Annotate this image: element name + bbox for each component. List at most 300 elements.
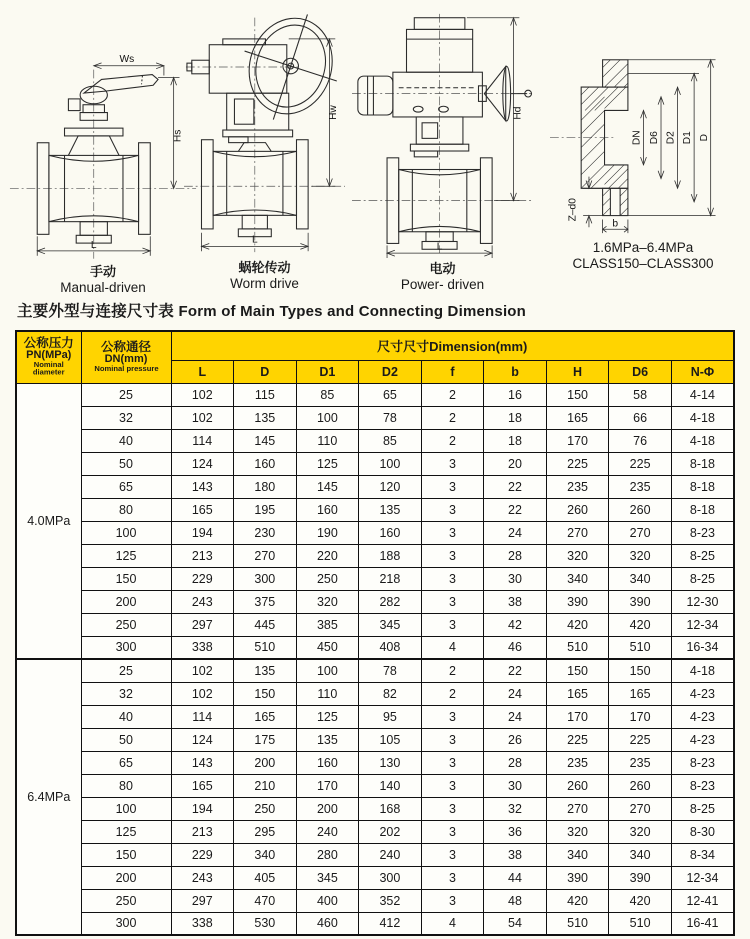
- table-row: [16, 544, 734, 567]
- dim-cell: 165: [546, 406, 609, 429]
- dim-cell: 270: [546, 797, 609, 820]
- dim-cell: 390: [609, 590, 672, 613]
- dim-cell: 445: [234, 613, 297, 636]
- dim-cell: 218: [359, 567, 422, 590]
- dim-cell: 30: [484, 567, 547, 590]
- dim-cell: 135: [234, 406, 297, 429]
- dim-cell: 338: [171, 636, 234, 659]
- dim-cell: 188: [359, 544, 422, 567]
- dim-cell: 270: [609, 797, 672, 820]
- dn-cell: 125: [81, 544, 171, 567]
- dim-cell: 125: [296, 452, 359, 475]
- dn-cell: 65: [81, 751, 171, 774]
- table-row: [16, 728, 734, 751]
- figure-manual-driven: [8, 42, 198, 295]
- dim-cell: 2: [421, 383, 484, 406]
- dim-cell: 3: [421, 544, 484, 567]
- dim-cell: 16-41: [671, 912, 734, 935]
- table-row: [16, 659, 734, 682]
- dn-cell: 200: [81, 590, 171, 613]
- dim-cell: 194: [171, 521, 234, 544]
- dn-cell: 100: [81, 797, 171, 820]
- dim-cell: 340: [546, 843, 609, 866]
- dim-cell: 3: [421, 590, 484, 613]
- dim-cell: 2: [421, 659, 484, 682]
- table-row: [16, 866, 734, 889]
- dim-cell: 150: [546, 383, 609, 406]
- dim-cell: 100: [359, 452, 422, 475]
- dim-cell: 260: [609, 498, 672, 521]
- header-dim-7: D6: [609, 360, 672, 383]
- dim-cell: 32: [484, 797, 547, 820]
- dim-cell: 65: [359, 383, 422, 406]
- dim-cell: 30: [484, 774, 547, 797]
- table-row: [16, 429, 734, 452]
- dim-cell: 530: [234, 912, 297, 935]
- dim-cell: 22: [484, 659, 547, 682]
- dn-cell: 50: [81, 452, 171, 475]
- dim-cell: 165: [171, 498, 234, 521]
- dim-cell: 213: [171, 544, 234, 567]
- dim-cell: 352: [359, 889, 422, 912]
- dim-cell: 115: [234, 383, 297, 406]
- dim-cell: 250: [296, 567, 359, 590]
- dn-cell: 80: [81, 774, 171, 797]
- dim-cell: 143: [171, 475, 234, 498]
- dim-cell: 160: [234, 452, 297, 475]
- dn-cell: 150: [81, 843, 171, 866]
- dim-label-l3: L: [436, 241, 443, 253]
- dim-cell: 100: [296, 659, 359, 682]
- dim-cell: 280: [296, 843, 359, 866]
- caption-en: Worm drive: [230, 275, 299, 291]
- dim-cell: 3: [421, 475, 484, 498]
- dim-cell: 390: [609, 866, 672, 889]
- header-dn: [81, 331, 171, 383]
- header-dim-4: f: [421, 360, 484, 383]
- dim-cell: 3: [421, 820, 484, 843]
- dim-label-ws: Ws: [119, 53, 135, 65]
- header-dim-1: D: [234, 360, 297, 383]
- dim-cell: 420: [609, 613, 672, 636]
- dim-cell: 38: [484, 843, 547, 866]
- table-row: [16, 475, 734, 498]
- table-row: [16, 521, 734, 544]
- dim-cell: 12-34: [671, 613, 734, 636]
- dim-cell: 20: [484, 452, 547, 475]
- table-row: [16, 498, 734, 521]
- dim-cell: 18: [484, 429, 547, 452]
- caption-worm-drive: [182, 261, 347, 291]
- dim-cell: 102: [171, 682, 234, 705]
- dim-cell: 470: [234, 889, 297, 912]
- dim-cell: 260: [546, 498, 609, 521]
- dim-cell: 124: [171, 728, 234, 751]
- dim-cell: 114: [171, 429, 234, 452]
- dim-cell: 130: [359, 751, 422, 774]
- dim-label-d6: D6: [649, 131, 661, 145]
- dim-cell: 243: [171, 866, 234, 889]
- dim-cell: 58: [609, 383, 672, 406]
- header-dim-2: D1: [296, 360, 359, 383]
- dim-cell: 170: [546, 429, 609, 452]
- dim-cell: 78: [359, 406, 422, 429]
- dim-cell: 2: [421, 429, 484, 452]
- dim-cell: 48: [484, 889, 547, 912]
- dim-cell: 24: [484, 521, 547, 544]
- dim-cell: 140: [359, 774, 422, 797]
- dim-cell: 320: [296, 590, 359, 613]
- dim-cell: 135: [359, 498, 422, 521]
- dim-cell: 100: [296, 406, 359, 429]
- dim-cell: 4-18: [671, 429, 734, 452]
- dim-label-dn: DN: [631, 130, 643, 146]
- dn-cell: 25: [81, 383, 171, 406]
- dim-cell: 145: [234, 429, 297, 452]
- dim-cell: 4-18: [671, 406, 734, 429]
- dim-cell: 420: [609, 889, 672, 912]
- caption-flange-section: [548, 240, 738, 271]
- dim-label-l2: L: [251, 234, 258, 246]
- power-driven-valve-drawing: [350, 8, 535, 259]
- dim-cell: 250: [234, 797, 297, 820]
- dn-cell: 32: [81, 406, 171, 429]
- dim-cell: 4-23: [671, 705, 734, 728]
- dim-cell: 170: [546, 705, 609, 728]
- dim-cell: 4-18: [671, 659, 734, 682]
- dim-label-hw: Hw: [328, 105, 340, 120]
- dim-cell: 145: [296, 475, 359, 498]
- dim-cell: 8-25: [671, 567, 734, 590]
- header-dn-zh: 公称通径: [100, 339, 151, 354]
- dim-cell: 4: [421, 636, 484, 659]
- dim-cell: 22: [484, 475, 547, 498]
- table-row: [16, 567, 734, 590]
- dn-cell: 40: [81, 705, 171, 728]
- header-pn-en: PN(MPa): [26, 348, 72, 361]
- dim-cell: 165: [546, 682, 609, 705]
- dn-cell: 150: [81, 567, 171, 590]
- dim-cell: 24: [484, 705, 547, 728]
- dim-cell: 110: [296, 429, 359, 452]
- table-row: [16, 774, 734, 797]
- dim-cell: 510: [234, 636, 297, 659]
- dim-cell: 120: [359, 475, 422, 498]
- dim-cell: 22: [484, 498, 547, 521]
- dn-cell: 300: [81, 912, 171, 935]
- dim-cell: 408: [359, 636, 422, 659]
- dim-cell: 510: [609, 636, 672, 659]
- page-title-zh: 主要外型与连接尺寸表: [17, 303, 175, 320]
- dim-cell: 102: [171, 406, 234, 429]
- dn-cell: 25: [81, 659, 171, 682]
- dim-cell: 243: [171, 590, 234, 613]
- dim-cell: 230: [234, 521, 297, 544]
- dim-cell: 150: [234, 682, 297, 705]
- dim-cell: 297: [171, 889, 234, 912]
- table-row: [16, 613, 734, 636]
- header-dim-3: D2: [359, 360, 422, 383]
- header-dimension-span: 尺寸尺寸Dimension(mm): [171, 331, 734, 360]
- dim-cell: 66: [609, 406, 672, 429]
- dim-cell: 3: [421, 613, 484, 636]
- table-row: [16, 751, 734, 774]
- dim-cell: 8-30: [671, 820, 734, 843]
- dim-cell: 3: [421, 498, 484, 521]
- header-dim-6: H: [546, 360, 609, 383]
- dim-cell: 46: [484, 636, 547, 659]
- dim-cell: 202: [359, 820, 422, 843]
- table-row: [16, 636, 734, 659]
- dim-cell: 165: [609, 682, 672, 705]
- dim-cell: 340: [609, 843, 672, 866]
- dim-cell: 135: [234, 659, 297, 682]
- dim-cell: 420: [546, 889, 609, 912]
- dim-label-zd0: Z–d0: [567, 198, 579, 222]
- dim-cell: 390: [546, 590, 609, 613]
- dim-cell: 4-14: [671, 383, 734, 406]
- header-pn: [16, 331, 81, 383]
- header-pn-zh: 公称压力: [23, 335, 74, 350]
- dim-cell: 3: [421, 774, 484, 797]
- caption-en: Manual-driven: [60, 279, 146, 295]
- caption-line1: 1.6MPa–6.4MPa: [592, 240, 694, 255]
- dim-cell: 54: [484, 912, 547, 935]
- dim-cell: 510: [609, 912, 672, 935]
- dim-cell: 2: [421, 406, 484, 429]
- worm-drive-valve-drawing: [182, 4, 347, 258]
- table-row: [16, 682, 734, 705]
- figure-flange-section: [548, 52, 738, 271]
- dim-cell: 320: [546, 820, 609, 843]
- dim-cell: 12-41: [671, 889, 734, 912]
- dim-cell: 260: [546, 774, 609, 797]
- dim-cell: 297: [171, 613, 234, 636]
- caption-en: Power- driven: [400, 276, 485, 292]
- table-row: [16, 889, 734, 912]
- table-row: [16, 590, 734, 613]
- dim-cell: 3: [421, 889, 484, 912]
- table-row: [16, 843, 734, 866]
- dim-cell: 240: [359, 843, 422, 866]
- dim-cell: 385: [296, 613, 359, 636]
- dn-cell: 250: [81, 889, 171, 912]
- table-row: [16, 797, 734, 820]
- dim-cell: 170: [296, 774, 359, 797]
- dim-cell: 194: [171, 797, 234, 820]
- dn-cell: 250: [81, 613, 171, 636]
- dim-cell: 102: [171, 383, 234, 406]
- dim-cell: 4: [421, 912, 484, 935]
- dim-cell: 8-34: [671, 843, 734, 866]
- header-dim-0: L: [171, 360, 234, 383]
- dn-cell: 200: [81, 866, 171, 889]
- dim-cell: 165: [234, 705, 297, 728]
- dim-cell: 510: [546, 912, 609, 935]
- dim-cell: 26: [484, 728, 547, 751]
- dim-cell: 8-25: [671, 544, 734, 567]
- dim-cell: 3: [421, 521, 484, 544]
- caption-zh: 蜗轮传动: [238, 260, 291, 275]
- table-row: [16, 452, 734, 475]
- dim-cell: 340: [234, 843, 297, 866]
- dim-cell: 3: [421, 797, 484, 820]
- dim-cell: 260: [609, 774, 672, 797]
- dim-cell: 8-23: [671, 774, 734, 797]
- dim-cell: 8-23: [671, 521, 734, 544]
- dim-cell: 76: [609, 429, 672, 452]
- dim-cell: 345: [359, 613, 422, 636]
- dim-cell: 225: [609, 452, 672, 475]
- page-title: [17, 299, 526, 321]
- dim-cell: 235: [546, 475, 609, 498]
- dim-cell: 282: [359, 590, 422, 613]
- dim-cell: 320: [546, 544, 609, 567]
- dim-cell: 160: [296, 498, 359, 521]
- dim-cell: 28: [484, 544, 547, 567]
- dim-cell: 124: [171, 452, 234, 475]
- dim-cell: 300: [359, 866, 422, 889]
- dim-cell: 2: [421, 682, 484, 705]
- dim-label-hs: Hs: [172, 129, 184, 143]
- dim-cell: 150: [609, 659, 672, 682]
- dim-cell: 225: [546, 728, 609, 751]
- dim-cell: 300: [234, 567, 297, 590]
- dim-cell: 320: [609, 544, 672, 567]
- dim-cell: 85: [296, 383, 359, 406]
- dim-cell: 8-18: [671, 498, 734, 521]
- dim-cell: 460: [296, 912, 359, 935]
- dim-cell: 114: [171, 705, 234, 728]
- page-title-en: Form of Main Types and Connecting Dimension: [178, 303, 527, 320]
- dim-cell: 225: [609, 728, 672, 751]
- dim-cell: 3: [421, 705, 484, 728]
- dim-cell: 180: [234, 475, 297, 498]
- dim-cell: 3: [421, 452, 484, 475]
- dim-cell: 200: [234, 751, 297, 774]
- caption-manual-driven: [8, 265, 198, 295]
- dim-cell: 510: [546, 636, 609, 659]
- dim-cell: 110: [296, 682, 359, 705]
- dim-label-b: b: [612, 218, 619, 230]
- dim-cell: 240: [296, 820, 359, 843]
- dim-cell: 143: [171, 751, 234, 774]
- dim-cell: 3: [421, 567, 484, 590]
- dim-cell: 3: [421, 751, 484, 774]
- header-dim-8: N-Φ: [671, 360, 734, 383]
- dim-cell: 195: [234, 498, 297, 521]
- dim-cell: 95: [359, 705, 422, 728]
- dim-cell: 3: [421, 843, 484, 866]
- dim-cell: 420: [546, 613, 609, 636]
- dim-cell: 229: [171, 567, 234, 590]
- dim-cell: 42: [484, 613, 547, 636]
- dim-cell: 220: [296, 544, 359, 567]
- flange-section-drawing: [548, 52, 738, 237]
- figure-power-driven: [350, 8, 535, 292]
- dim-cell: 210: [234, 774, 297, 797]
- dim-cell: 450: [296, 636, 359, 659]
- dim-cell: 270: [234, 544, 297, 567]
- dim-label-l1: L: [90, 239, 97, 251]
- dim-label-d: D: [698, 133, 710, 142]
- figure-worm-drive: [182, 4, 347, 291]
- dim-cell: 12-34: [671, 866, 734, 889]
- dn-cell: 300: [81, 636, 171, 659]
- dim-label-d2: D2: [665, 131, 677, 145]
- dim-cell: 200: [296, 797, 359, 820]
- dim-cell: 8-18: [671, 452, 734, 475]
- dim-cell: 190: [296, 521, 359, 544]
- dim-cell: 8-18: [671, 475, 734, 498]
- dim-cell: 78: [359, 659, 422, 682]
- dim-cell: 320: [609, 820, 672, 843]
- dim-cell: 390: [546, 866, 609, 889]
- dim-cell: 16: [484, 383, 547, 406]
- dim-cell: 175: [234, 728, 297, 751]
- dim-cell: 160: [359, 521, 422, 544]
- dn-cell: 32: [81, 682, 171, 705]
- dim-cell: 270: [609, 521, 672, 544]
- dn-cell: 80: [81, 498, 171, 521]
- dim-cell: 44: [484, 866, 547, 889]
- header-dn-en: DN(mm): [104, 352, 148, 365]
- dim-cell: 295: [234, 820, 297, 843]
- dim-cell: 36: [484, 820, 547, 843]
- dim-cell: 4-23: [671, 682, 734, 705]
- table-row: [16, 383, 734, 406]
- dim-cell: 340: [609, 567, 672, 590]
- dim-cell: 3: [421, 866, 484, 889]
- header-pn-sub: Nominal diameter: [32, 360, 65, 378]
- dim-cell: 8-23: [671, 751, 734, 774]
- dim-cell: 82: [359, 682, 422, 705]
- caption-zh: 手动: [89, 264, 116, 279]
- dn-cell: 65: [81, 475, 171, 498]
- caption-zh: 电动: [429, 261, 456, 276]
- dn-cell: 50: [81, 728, 171, 751]
- pressure-cell: 4.0MPa: [16, 383, 81, 659]
- table-row: [16, 820, 734, 843]
- dim-cell: 125: [296, 705, 359, 728]
- dim-cell: 28: [484, 751, 547, 774]
- dim-cell: 412: [359, 912, 422, 935]
- dim-cell: 16-34: [671, 636, 734, 659]
- dim-cell: 168: [359, 797, 422, 820]
- dim-cell: 400: [296, 889, 359, 912]
- dim-cell: 12-30: [671, 590, 734, 613]
- dim-cell: 8-25: [671, 797, 734, 820]
- dim-cell: 160: [296, 751, 359, 774]
- caption-power-driven: [350, 262, 535, 292]
- dim-cell: 165: [171, 774, 234, 797]
- dim-cell: 150: [546, 659, 609, 682]
- dim-cell: 405: [234, 866, 297, 889]
- dim-cell: 375: [234, 590, 297, 613]
- manual-valve-drawing: [8, 42, 198, 262]
- dim-cell: 170: [609, 705, 672, 728]
- header-dim-5: b: [484, 360, 547, 383]
- caption-line2: CLASS150–CLASS300: [572, 255, 714, 271]
- dim-cell: 24: [484, 682, 547, 705]
- dim-cell: 105: [359, 728, 422, 751]
- dim-cell: 213: [171, 820, 234, 843]
- dim-cell: 270: [546, 521, 609, 544]
- dim-cell: 4-23: [671, 728, 734, 751]
- dn-cell: 125: [81, 820, 171, 843]
- dn-cell: 40: [81, 429, 171, 452]
- table-row: [16, 912, 734, 935]
